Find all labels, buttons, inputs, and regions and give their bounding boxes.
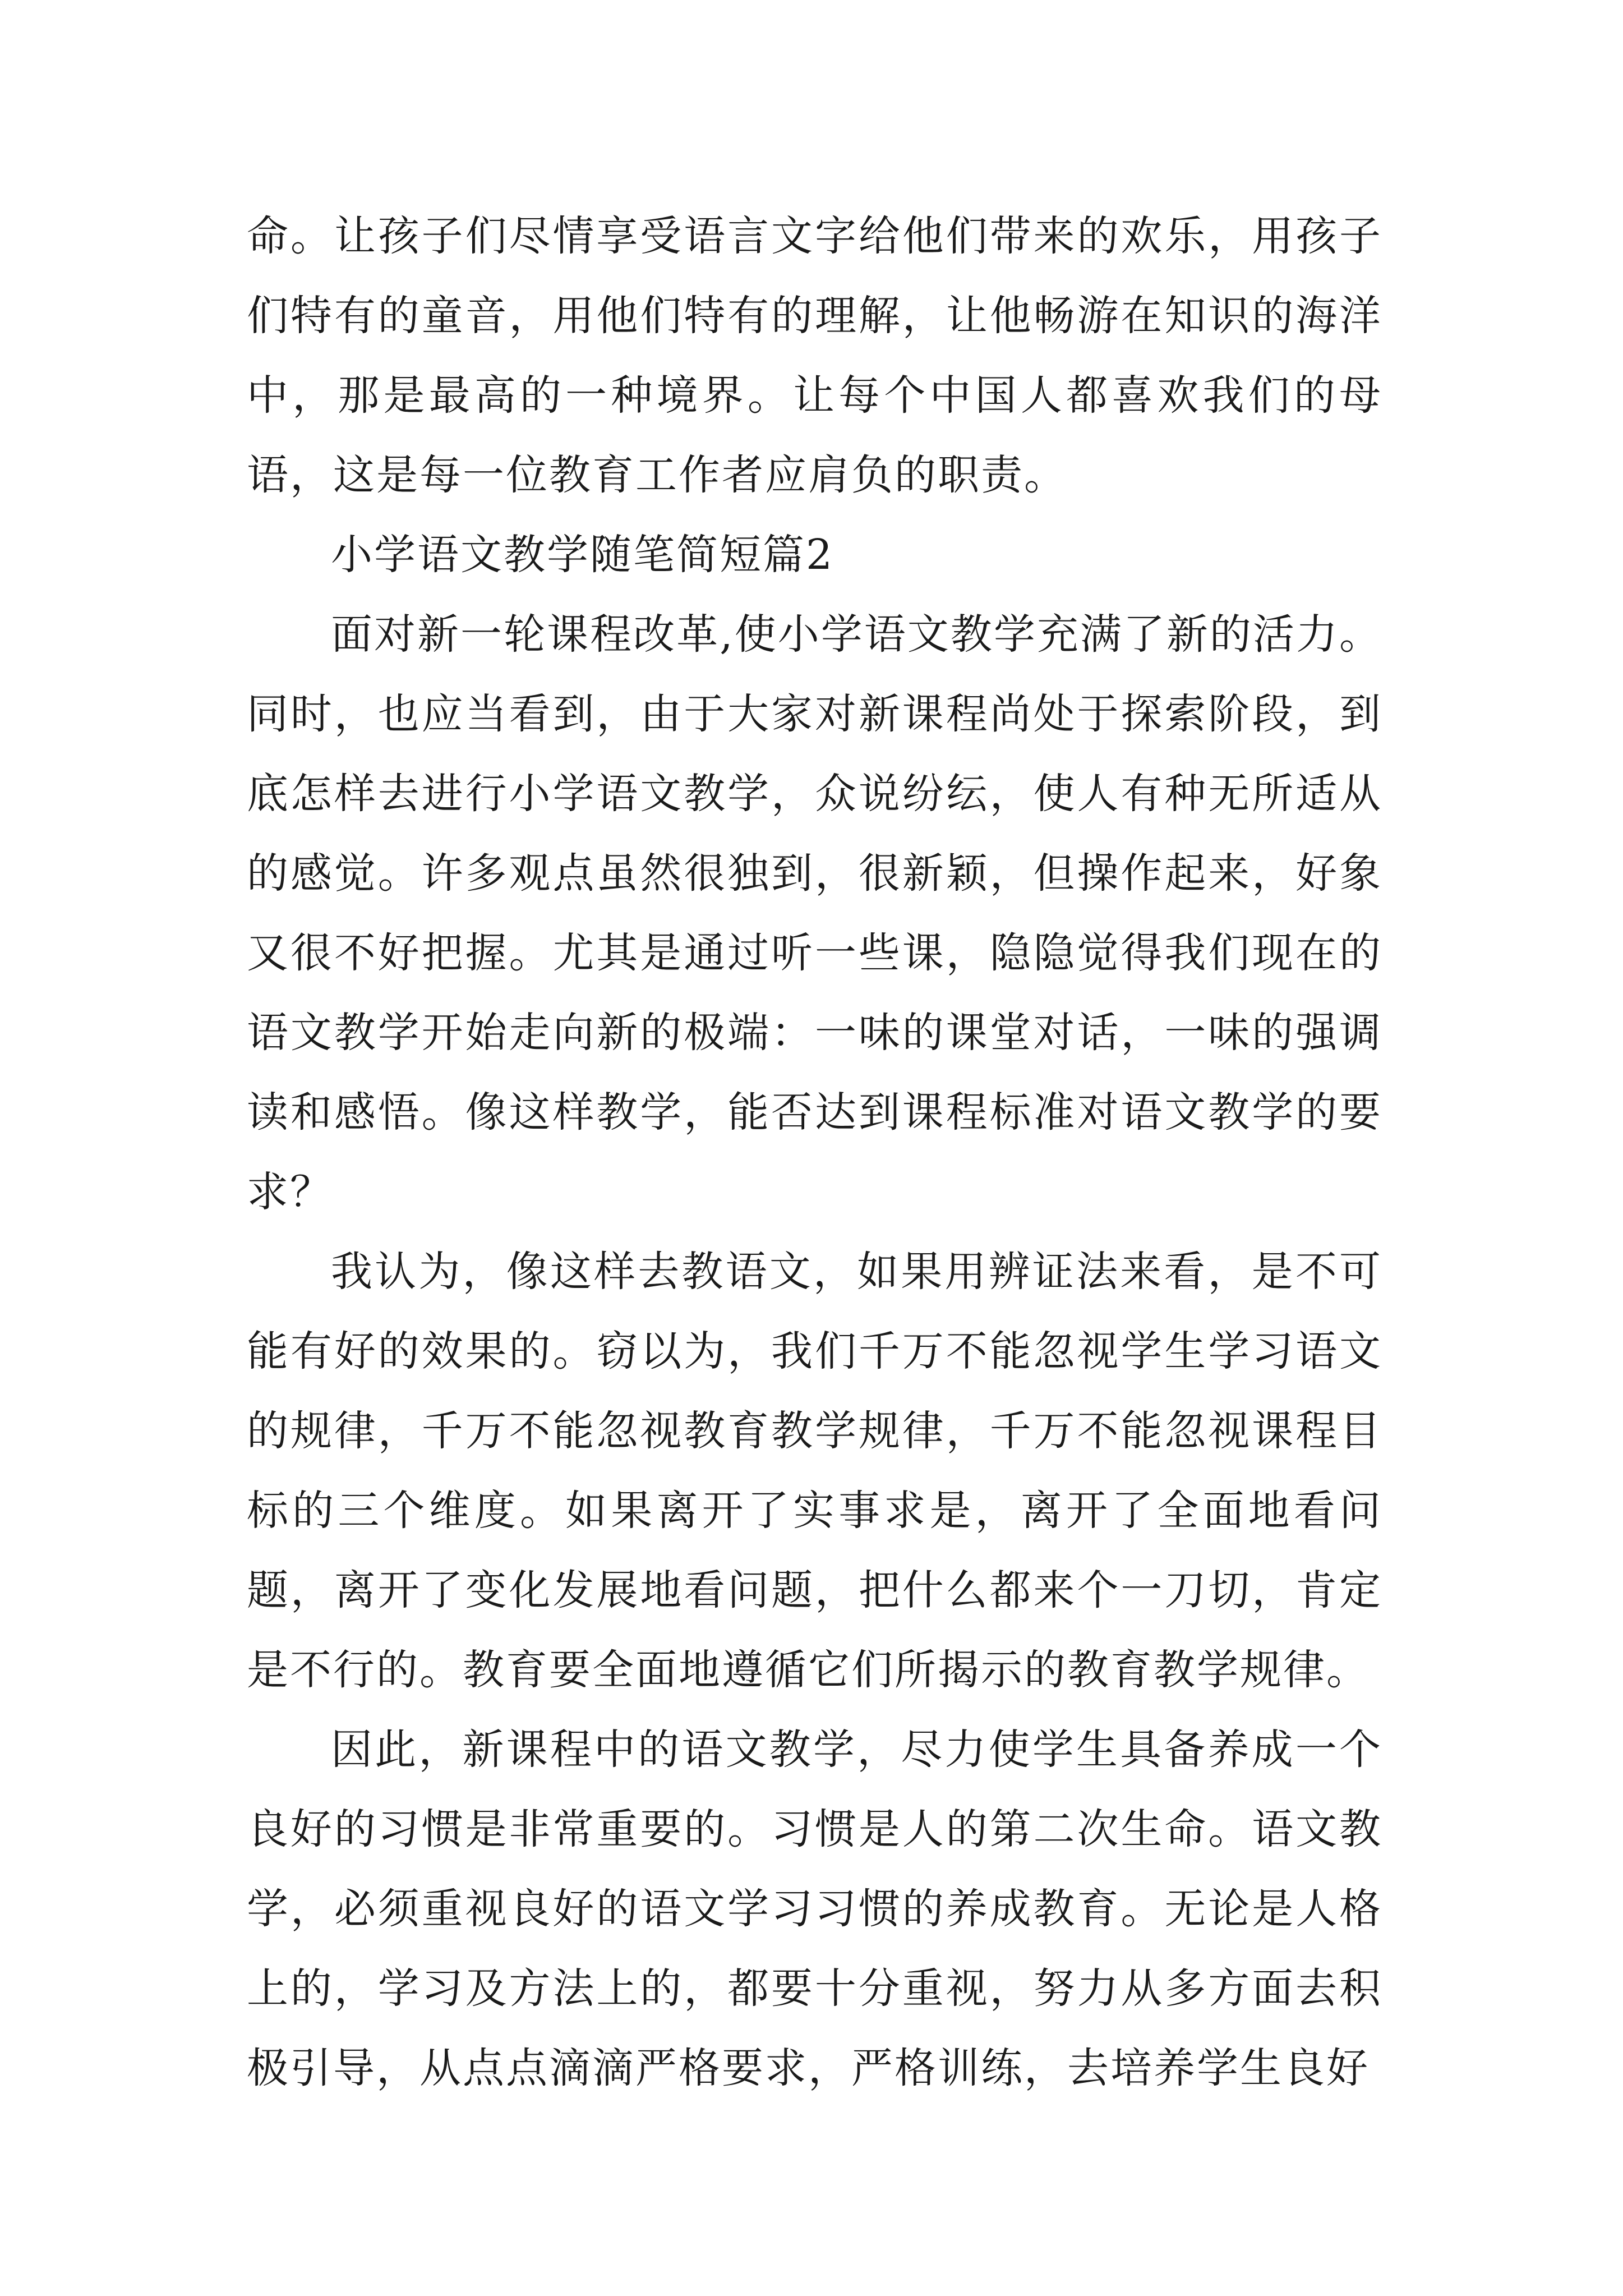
paragraph: 面对新一轮课程改革,使小学语文教学充满了新的活力。同时，也应当看到，由于大家对新课程尚处于探索阶段，到底怎样去进行小学语文教学，众说纷纭，使人有种无所适从的感觉。许多观点虽然很独到，很新颖，但操作起来，好象又很不好把握。尤其是通过听一些课，隐隐觉得我们现在的语文教学开始走向新的极端：一味的课堂对话，一味的强调读和感悟。像这样教学，能否达到课程标准对语文教学的要求？ <box>247 610 1382 1216</box>
paragraph: 我认为，像这样去教语文，如果用辨证法来看，是不可能有好的效果的。窃以为，我们千万不能忽视学生学习语文的规律，千万不能忽视教育教学规律，千万不能忽视课程目标的三个维度。如果离开了实事求是，离开了全面地看问题，离开了变化发展地看问题，把什么都来个一刀切，肯定是不行的。教育要全面地遵循它们所揭示的教育教学规律。 <box>247 1248 1382 1694</box>
paragraph: 因此，新课程中的语文教学，尽力使学生具备养成一个良好的习惯是非常重要的。习惯是人的第二次生命。语文教学，必须重视良好的语文学习习惯的养成教育。无论是人格上的，学习及方法上的，都要十分重视，努力从多方面去积极引导，从点点滴滴严格要求，严格训练，去培养学生良好 <box>247 1726 1382 2092</box>
document-body <box>247 196 1382 2108</box>
paragraph-continued: 命。让孩子们尽情享受语言文字给他们带来的欢乐，用孩子们特有的童音，用他们特有的理解，让他畅游在知识的海洋中，那是最高的一种境界。让每个中国人都喜欢我们的母语，这是每一位教育工作者应肩负的职责。 <box>247 212 1382 499</box>
section-heading: 小学语文教学随笔简短篇2 <box>331 531 834 579</box>
